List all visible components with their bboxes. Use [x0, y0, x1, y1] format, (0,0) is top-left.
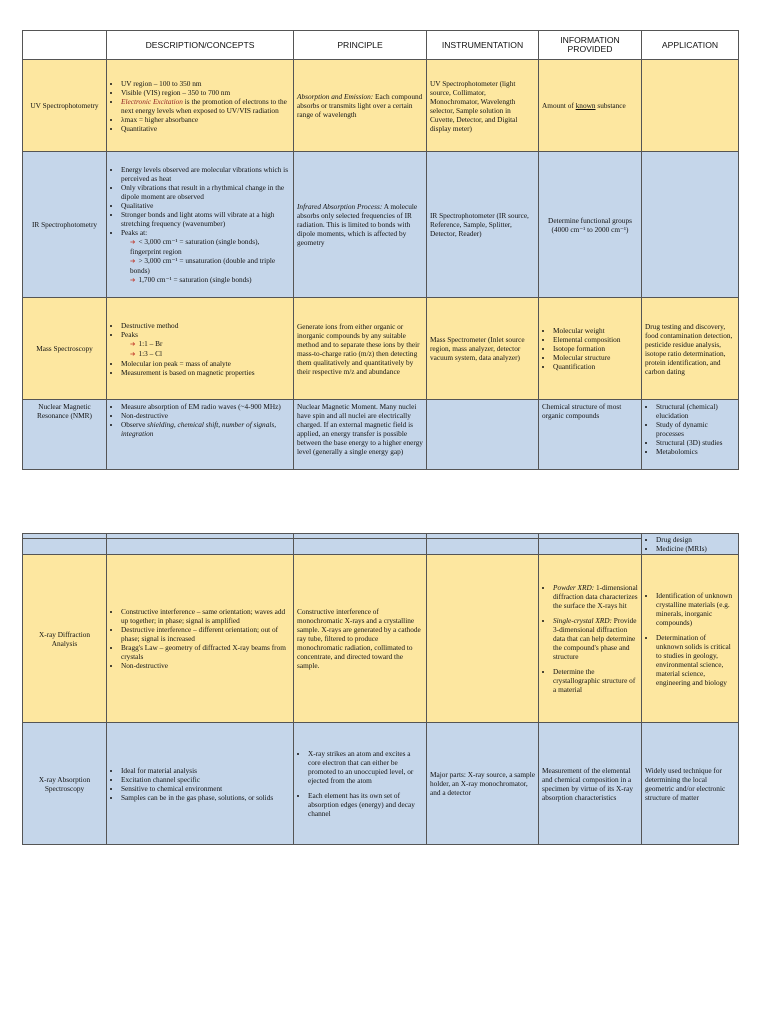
info-underlined: known	[575, 101, 596, 110]
list-item: • λmax = higher absorbance	[121, 115, 290, 124]
xrd-principle: Constructive interference of monochromatic X-rays and a crystalline sample. X-rays are generated by a cathode ray tube, filtered to produce monochromatic radiation, collimated to concentrate, and directed toward the sample.	[294, 555, 427, 723]
list-item-text: is the promotion of electrons to the next energy levels when exposed to UV/VIS radiation	[121, 96, 287, 115]
list-item: • Samples can be in the gas phase, solutions, or solids	[121, 793, 290, 802]
principle-text: Each compound absorbs or transmits light over a certain range of wavelength	[297, 92, 423, 119]
list-item-text: Peaks at:	[121, 227, 148, 237]
blank-cell	[294, 539, 427, 555]
list-item: • Determine the crystallographic structure of a material	[553, 667, 638, 694]
principle-lead: Infrared Absorption Process:	[297, 202, 383, 211]
list-item	[553, 616, 638, 661]
info-text: substance	[595, 101, 626, 110]
list-item: • Drug design	[656, 535, 735, 544]
uv-instrumentation: UV Spectrophotometer (light source, Collimator, Monochromator, Wavelength selector, Sample solution in Cuvette, Detector, and Digital display meter)	[427, 60, 539, 152]
techniques-table-2	[22, 533, 739, 845]
table-row-uv	[23, 60, 739, 152]
principle-lead: Absorption and Emission:	[297, 92, 374, 101]
sub-list-item: ➔ 1:3 – Cl	[130, 349, 290, 359]
table-row-xrd	[23, 555, 739, 723]
list-item: • Only vibrations that result in a rhythmical change in the dipole moment are observed	[121, 183, 290, 201]
sub-list-item: ➔ < 3,000 cm⁻¹ = saturation (single bonds), fingerprint region	[130, 237, 290, 256]
mass-instrumentation: Mass Spectrometer (Inlet source region, mass analyzer, detector vacuum system, data analyzer)	[427, 298, 539, 400]
uv-application	[642, 60, 739, 152]
list-item: • Medicine (MRIs)	[656, 544, 735, 553]
sub-list-item: ➔ > 3,000 cm⁻¹ = unsaturation (double and triple bonds)	[130, 256, 290, 275]
mass-information	[539, 298, 642, 400]
uv-description	[107, 60, 294, 152]
list-item: • Measure absorption of EM radio waves (~4-900 MHz)	[121, 402, 290, 411]
list-item-text: Observe	[121, 420, 148, 429]
list-item-text: Peaks	[121, 329, 139, 339]
table-row-xas	[23, 723, 739, 845]
list-item	[121, 97, 290, 115]
table-blank-row	[23, 539, 739, 555]
mass-application: Drug testing and discovery, food contamination detection, pesticide residue analysis, isotope ratio determination, protein identification, and carbon dating	[642, 298, 739, 400]
list-item	[121, 228, 290, 285]
nmr-instrumentation	[427, 400, 539, 470]
list-item-text: Provide 3-dimensional diffraction data that can help determine the compound's phase and structure	[553, 616, 637, 661]
xas-principle	[294, 723, 427, 845]
header-instrumentation: INSTRUMENTATION	[427, 31, 539, 60]
technique-name-xas: X-ray Absorption Spectroscopy	[23, 723, 107, 845]
list-item	[121, 330, 290, 359]
xrd-information	[539, 555, 642, 723]
blank-cell	[427, 539, 539, 555]
list-item: • Destructive method	[121, 321, 290, 330]
header-information-provided: INFORMATION PROVIDED	[539, 31, 642, 60]
uv-information	[539, 60, 642, 152]
list-item: • Metabolomics	[656, 447, 735, 456]
continued-application	[642, 534, 739, 555]
list-item: • Molecular structure	[553, 353, 638, 362]
list-item: • Quantitative	[121, 124, 290, 133]
xas-instrumentation: Major parts: X-ray source, a sample holder, an X-ray monochromator, and a detector	[427, 723, 539, 845]
xrd-instrumentation	[427, 555, 539, 723]
header-application: APPLICATION	[642, 31, 739, 60]
xas-description	[107, 723, 294, 845]
list-item: • Structural (chemical) elucidation	[656, 402, 735, 420]
list-item-italic: shielding, chemical shift, number of signals, integration	[121, 420, 277, 438]
mass-principle: Generate ions from either organic or inorganic compounds by any suitable method and to separate these ions by their mass-to-charge ratio (m/z) then detecting them qualitatively and quantitatively by their respective m/z and abundance	[294, 298, 427, 400]
list-item: • Elemental composition	[553, 335, 638, 344]
list-item: • Structural (3D) studies	[656, 438, 735, 447]
list-item-text: 1-dimensional diffraction data characterizes the surface the X-rays hit	[553, 583, 638, 610]
list-item: • Quantification	[553, 362, 638, 371]
list-item: • Each element has its own set of absorption edges (energy) and decay channel	[308, 791, 423, 818]
ir-principle	[294, 152, 427, 298]
xrd-description	[107, 555, 294, 723]
list-item: • Visible (VIS) region – 350 to 700 nm	[121, 88, 290, 97]
nmr-description	[107, 400, 294, 470]
technique-name-mass: Mass Spectroscopy	[23, 298, 107, 400]
table-row-ir	[23, 152, 739, 298]
list-item: • Study of dynamic processes	[656, 420, 735, 438]
list-item: • Energy levels observed are molecular vibrations which is perceived as heat	[121, 165, 290, 183]
list-item: • Stronger bonds and light atoms will vibrate at a high stretching frequency (wavenumber)	[121, 210, 290, 228]
list-item: • Bragg's Law – geometry of diffracted X-ray beams from crystals	[121, 643, 290, 661]
list-item	[553, 583, 638, 610]
list-item: • Qualitative	[121, 201, 290, 210]
sub-list-item: ➔ 1:1 – Br	[130, 339, 290, 349]
technique-name-nmr: Nuclear Magnetic Resonance (NMR)	[23, 400, 107, 470]
xas-information: Measurement of the elemental and chemical composition in a specimen by virtue of its X-ray absorption characteristics	[539, 723, 642, 845]
blank-cell	[107, 539, 294, 555]
list-item: • X-ray strikes an atom and excites a core electron that can either be promoted to an unoccupied level, or ejected from the atom	[308, 749, 423, 785]
technique-name-uv: UV Spectrophotometry	[23, 60, 107, 152]
table-row-mass	[23, 298, 739, 400]
list-item: • Molecular ion peak = mass of analyte	[121, 359, 290, 368]
technique-name-xrd: X-ray Diffraction Analysis	[23, 555, 107, 723]
list-item: • Non-destructive	[121, 661, 290, 670]
list-item	[121, 420, 290, 438]
list-item: • Excitation channel specific	[121, 775, 290, 784]
list-item: • UV region – 100 to 350 nm	[121, 79, 290, 88]
electronic-excitation-term: Electronic Excitation	[121, 96, 183, 106]
list-item: • Determination of unknown solids is critical to studies in geology, environmental science, material science, engineering and biology	[656, 633, 735, 687]
blank-cell	[23, 539, 107, 555]
table-header-row	[23, 31, 739, 60]
list-item: • Non-destructive	[121, 411, 290, 420]
nmr-principle: Nuclear Magnetic Moment. Many nuclei have spin and all nuclei are electrically charged. If an external magnetic field is applied, an energy transfer is possible between the base energy to a higher energy level (generally a single energy gap)	[294, 400, 427, 470]
sub-list-item: ➔ 1,700 cm⁻¹ = saturation (single bonds)	[130, 275, 290, 285]
techniques-table-1	[22, 30, 739, 470]
list-item: • Destructive interference – different orientation; out of phase; signal is increased	[121, 625, 290, 643]
ir-application	[642, 152, 739, 298]
powder-xrd-lead: Powder XRD:	[553, 583, 595, 592]
list-item: • Constructive interference – same orientation; waves add up together; in phase; signal is amplified	[121, 607, 290, 625]
list-item: • Ideal for material analysis	[121, 766, 290, 775]
ir-information: Determine functional groups (4000 cm⁻¹ to 2000 cm⁻¹)	[539, 152, 642, 298]
mass-description	[107, 298, 294, 400]
list-item: • Identification of unknown crystalline materials (e.g. minerals, inorganic compounds)	[656, 591, 735, 627]
header-cell-empty	[23, 31, 107, 60]
list-item: • Sensitive to chemical environment	[121, 784, 290, 793]
principle-text: A molecule absorbs only selected frequencies of IR radiation. This is limited to bonds with dipole moments, which is affected by geometry	[297, 202, 418, 247]
header-description: DESCRIPTION/CONCEPTS	[107, 31, 294, 60]
table-row-nmr	[23, 400, 739, 470]
ir-description	[107, 152, 294, 298]
nmr-information: Chemical structure of most organic compounds	[539, 400, 642, 470]
uv-principle	[294, 60, 427, 152]
list-item: • Measurement is based on magnetic properties	[121, 368, 290, 377]
technique-name-ir: IR Spectrophotometry	[23, 152, 107, 298]
single-crystal-xrd-lead: Single-crystal XRD:	[553, 616, 612, 625]
nmr-application	[642, 400, 739, 470]
blank-cell	[539, 539, 642, 555]
xas-application: Widely used technique for determining the local geometric and/or electronic structure of matter	[642, 723, 739, 845]
xrd-application	[642, 555, 739, 723]
info-text: Amount of	[542, 101, 576, 110]
header-principle: PRINCIPLE	[294, 31, 427, 60]
list-item: • Isotope formation	[553, 344, 638, 353]
list-item: • Molecular weight	[553, 326, 638, 335]
ir-instrumentation: IR Spectrophotometer (IR source, Reference, Sample, Splitter, Detector, Reader)	[427, 152, 539, 298]
